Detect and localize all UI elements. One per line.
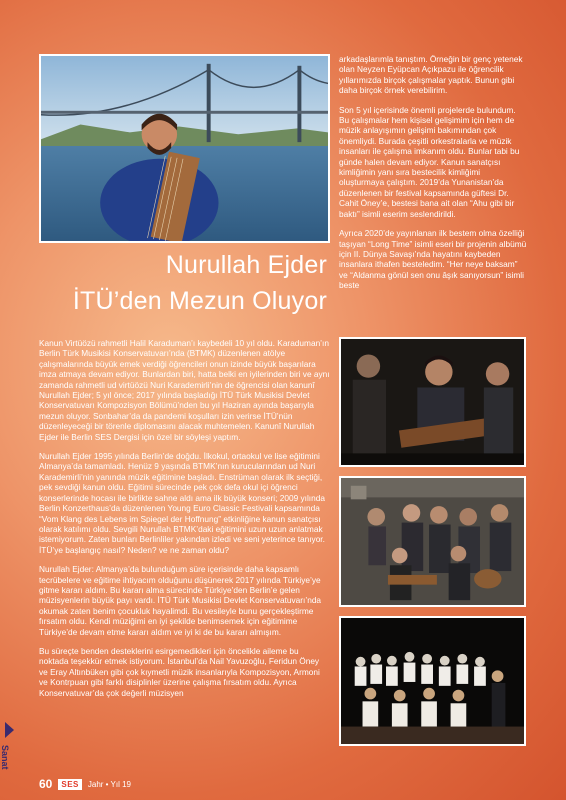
paragraph: Nurullah Ejder: Almanya’da bulunduğum süre içerisinde daha kapsamlı tecrübelere ve eğitime ihtiyacım olduğunu düşünerek 2017 yılında Türkiye’ye gitme kararı aldım. Bu kararı alma sürecinde Türkiye’den Berlin’e gelen müzisyenlerin büyük payı vardı. İTÜ Türk Musikisi Devlet Konservatuvarı’nda okumak zaten benim çocukluk hayalimdi. Bu vesileyle bunu gerçekleştirme fırsatım oldu. Kendi müziğimi en iyi şekilde benimsemek için eğitimime Türkiye’de devam etme kararı aldım ve iyi ki de bu kararı almışım. xyxy=(39,564,322,637)
paragraph: Bu süreçte benden desteklerini esirgemedikleri için öncelikle aileme bu noktada teşekkür etmek istiyorum. İstanbul’da Nail Yavuzoğlu, Feridun Öney ve Eray Altınbüken gibi çok kıymetli müzik insanlarıyla Kompozisyon, Armoni ve Kontrpuan gibi farklı disiplinler üzerine çalışma fırsatım oldu. Ayrıca Konservatuvar’da çok değerli müzisyen xyxy=(39,645,320,698)
paragraph: Nurullah Ejder 1995 yılında Berlin’de doğdu. İlkokul, ortaokul ve lise eğitimini Almanya’da tamamladı. Henüz 9 yaşında BTMK’nın kurucularından ud Nuri Karademirli’nin yanında müzik eğitimine başladı. Enstrüman olarak ilk seçtiği, pek sevdiği kanun oldu. Eğitimi sürecinde pek çok defa okul içi öğrenci konserlerinde hocası ile birlikte sahne aldı ama ilk büyük konseri; 2009 yılında Berlin Konzerthaus’da düzenlenen Young Euro Classic Festivali kapsamında “Vom Klang des Lebens im Spiegel der Hoffnung” etkinliğine kanun sanatçısı olarak katılımı oldu. Sevgili Nurullah BTMK’daki eğitimini uzun uzun anlatmak istemiyorum. Zaten bunları Berlinliler yakından izledi ve seni yeterince tanıyor. İTÜ’ye başlangıç nasıl? Neden? ve ne zaman oldu? xyxy=(39,451,325,555)
concert-photo-2 xyxy=(339,476,526,607)
hero-photo xyxy=(39,54,330,243)
paragraph: Son 5 yıl içerisinde önemli projelerde bulundum. Bu çalışmalar hem kişisel gelişimim için hem de müzik anlayışımın gelişimi bakımından çok önemliydi. Burada çeşitli orkestralarla ve müzik insanları ile çalışma imkanım oldu. Bunlar tabi bu günde halen devam ediyor. Kanun sanatçısı kimliğimin yanı sıra bestecilik kimliğimi oluşturmaya çalıştım. 2019’da Yunanistan’da düzenlenen bir festival kapsamında güftesi Dr. Cahit Öney’e, bestesi bana ait olan “Ahu gibi bir baktı” isimli eserim seslendirildi. xyxy=(339,104,520,219)
page-footer xyxy=(39,776,131,792)
paragraph: Kanun Virtüözü rahmetli Halil Karaduman’ı kaybedeli 10 yıl oldu. Karaduman’ın Berlin Türk Musikisi Konservatuvarı’nda (BTMK) düzenlenen atölye çalışmalarında büyük emek verdiği öğrencileri onun izinde büyük başarılara imza atmaya devam ediyor. Bunlardan biri, hatta belki en iyilerinden biri ve aynı zamanda rahmetli ud virtüözü Nuri Karademirli’nin de öğrencisi olan kanunî Nurullah Ejder; 5 yıl önce; 2017 yılında başladığı İTÜ Türk Musikisi Devlet Konservatuvarı Kompozisyon Bölümü’nden bu yıl Haziran ayında başarıyla mezun oluyor. Sonbahar’da da pandemi koşulları izin verirse İTÜ’nün düzenleyeceği bir törenle diplomasını alacak muhtemelen. Kanunî Nurullah Ejder ile Berlin SES Dergisi için özel bir söyleşi yaptım. xyxy=(39,338,330,442)
paragraph: arkadaşlarımla tanıştım. Örneğin bir genç yetenek olan Neyzen Eyüpcan Açıkpazu ile öğrencilik yıllarımızda birçok çalışmalar yaptık. Bunun gibi daha birçok örnek verebilirim. xyxy=(339,54,523,96)
issue-label: Jahr • Yıl 19 xyxy=(87,779,131,789)
concert-photo-3 xyxy=(339,616,526,746)
section-label: Sanat xyxy=(0,745,10,770)
page-number: 60 xyxy=(39,777,53,791)
paragraph: Ayrıca 2020’de yayınlanan ilk bestem olma özelliği taşıyan “Long Time” isimli eseri bir projenin albümü için II. Dünya Savaşı’nda hayatını kaybeden insanlara ithafen besteledim. “Her neye baksam” ve “Aldanma gönül sen onu âşık sanıyorsun” isimli beste xyxy=(339,228,527,291)
section-arrow-icon xyxy=(5,722,14,738)
right-column-text xyxy=(339,54,527,300)
concert-photo-1 xyxy=(339,337,526,467)
magazine-logo: SES xyxy=(58,779,82,790)
left-column-text xyxy=(39,338,330,707)
article-title-line-2: İTÜ’den Mezun Oluyor xyxy=(72,287,327,315)
article-title-line-1: Nurullah Ejder xyxy=(165,251,327,279)
